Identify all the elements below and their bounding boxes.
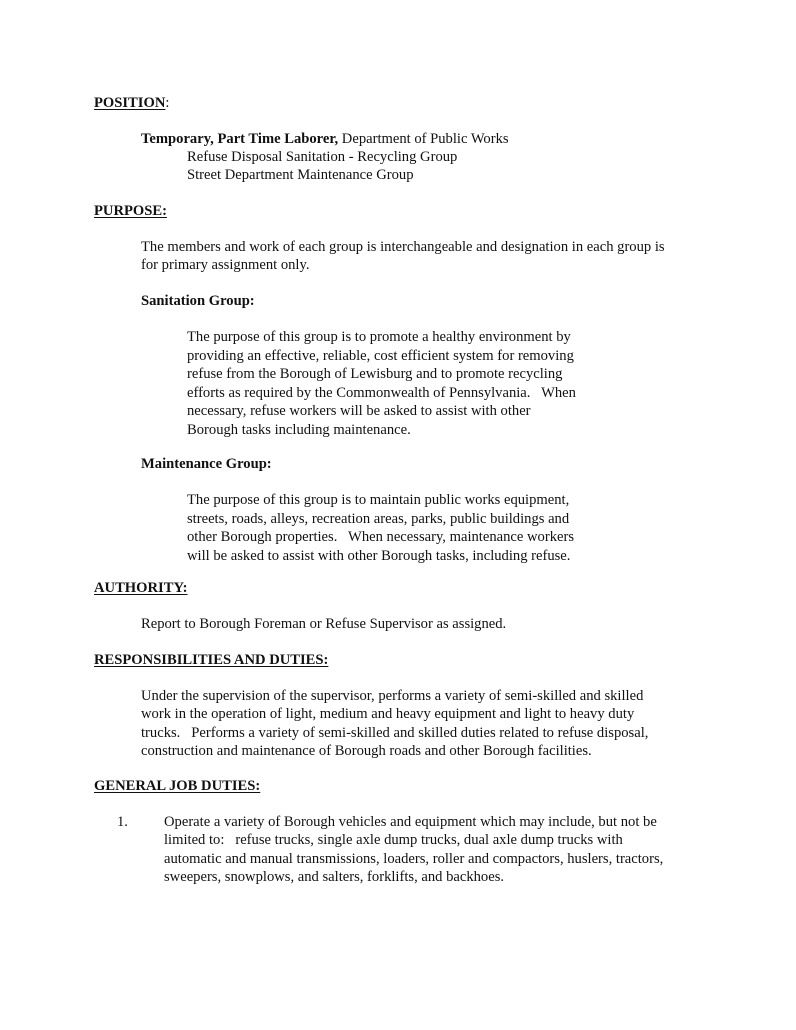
sanitation-line: The purpose of this group is to promote a healthy environment by [187, 329, 571, 345]
duty-line: Operate a variety of Borough vehicles and equipment which may include, but not be [164, 814, 657, 830]
responsibilities-line: Under the supervision of the supervisor, performs a variety of semi-skilled and skilled [141, 688, 644, 704]
duty-line: limited to: refuse trucks, single axle dump trucks, dual axle dump trucks with [164, 832, 623, 849]
maintenance-line: will be asked to assist with other Borough tasks, including refuse. [187, 547, 571, 564]
sanitation-line: efforts as required by the Commonwealth of Pennsylvania. When [187, 384, 576, 401]
sanitation-line: Borough tasks including maintenance. [187, 421, 411, 438]
position-heading-text: POSITION [94, 95, 166, 111]
sanitation-line: providing an effective, reliable, cost efficient system for removing [187, 347, 574, 364]
responsibilities-line: construction and maintenance of Borough roads and other Borough facilities. [141, 743, 592, 760]
sanitation-line: refuse from the Borough of Lewisburg and to promote recycling [187, 366, 563, 382]
position-heading-colon: : [165, 95, 170, 111]
maintenance-group-heading: Maintenance Group: [141, 456, 272, 472]
maintenance-line: other Borough properties. When necessary, maintenance workers [187, 529, 575, 545]
responsibilities-text [141, 687, 648, 761]
duty-item [164, 813, 663, 887]
maintenance-line: The purpose of this group is to maintain public works equipment, [187, 492, 570, 508]
authority-heading: AUTHORITY: [94, 580, 188, 596]
maintenance-group-description [187, 491, 574, 565]
purpose-intro [141, 238, 665, 275]
sanitation-group-heading: Sanitation Group: [141, 293, 255, 309]
duty-line: automatic and manual transmissions, loaders, roller and compactors, huslers, tractors, [164, 850, 664, 867]
responsibilities-heading: RESPONSIBILITIES AND DUTIES: [94, 652, 329, 668]
position-title [141, 130, 509, 148]
position-group-2: Street Department Maintenance Group [187, 167, 414, 183]
responsibilities-line: work in the operation of light, medium and heavy equipment and light to heavy duty [141, 706, 635, 723]
responsibilities-line: trucks. Performs a variety of semi-skilled and skilled duties related to refuse disposal, [141, 724, 649, 741]
position-title-bold: Temporary, Part Time Laborer, [141, 131, 339, 147]
duty-line: sweepers, snowplows, and salters, forklifts, and backhoes. [164, 869, 505, 886]
purpose-intro-line: for primary assignment only. [141, 257, 310, 274]
general-duties-heading: GENERAL JOB DUTIES: [94, 778, 261, 794]
maintenance-line: streets, roads, alleys, recreation areas, parks, public buildings and [187, 510, 570, 527]
sanitation-group-description [187, 328, 576, 439]
purpose-intro-line: The members and work of each group is interchangeable and designation in each group is [141, 239, 665, 255]
position-heading [94, 94, 169, 112]
position-title-department: Department of Public Works [338, 131, 509, 147]
position-group-1: Refuse Disposal Sanitation - Recycling Group [187, 149, 458, 165]
purpose-heading: PURPOSE: [94, 203, 167, 219]
sanitation-line: necessary, refuse workers will be asked to assist with other [187, 403, 531, 419]
authority-text: Report to Borough Foreman or Refuse Supervisor as assigned. [141, 616, 507, 632]
duty-number: 1. [117, 814, 128, 830]
